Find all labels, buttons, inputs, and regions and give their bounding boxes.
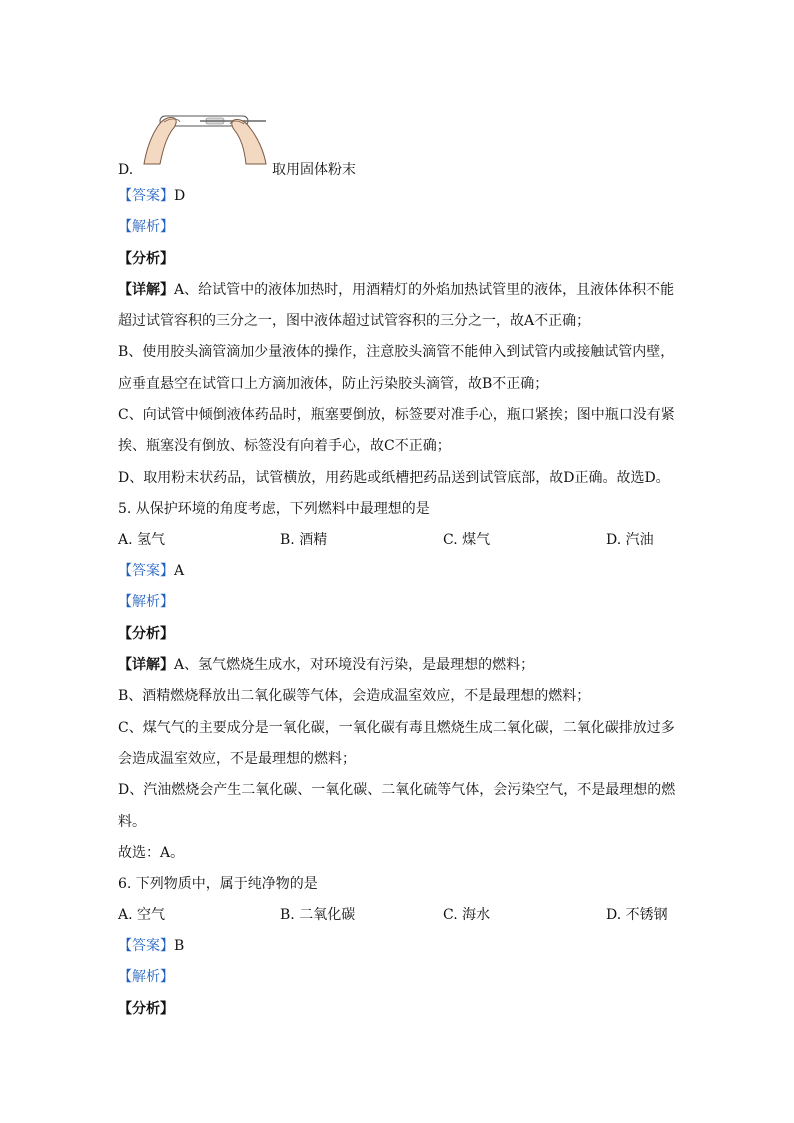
answer-value: A xyxy=(174,563,185,579)
explain-tag: 【解析】 xyxy=(118,969,174,985)
option-b: B. 酒精 xyxy=(280,532,328,548)
option-b: B. 二氧化碳 xyxy=(280,907,356,923)
option-d: D. 不锈钢 xyxy=(606,907,668,923)
detail-tag: 【详解】 xyxy=(118,657,174,673)
detail-line: 超过试管容积的三分之一，图中液体超过试管容积的三分之一，故A不正确； xyxy=(118,313,591,329)
option-d-letter: D. xyxy=(118,162,134,178)
question-stem: 5. 从保护环境的角度考虑，下列燃料中最理想的是 xyxy=(118,501,430,517)
analysis-tag: 【分析】 xyxy=(118,1001,174,1017)
detail-line: C、煤气气的主要成分是一氧化碳，一氧化碳有毒且燃烧生成二氧化碳，二氧化碳排放过多 xyxy=(118,720,675,736)
answer-tag: 【答案】 xyxy=(118,938,174,954)
detail-line: 挨、瓶塞没有倒放、标签没有向着手心，故C不正确； xyxy=(118,438,451,454)
analysis-tag: 【分析】 xyxy=(118,626,174,642)
answer-line xyxy=(118,561,184,581)
option-d-text: 取用固体粉末 xyxy=(272,162,356,178)
detail-line xyxy=(118,655,534,675)
option-a: A. 空气 xyxy=(118,907,166,923)
detail-line: B、使用胶头滴管滴加少量液体的操作，注意胶头滴管不能伸入到试管内或接触试管内壁， xyxy=(118,344,675,360)
explain-tag: 【解析】 xyxy=(118,594,174,610)
detail-tag: 【详解】 xyxy=(118,282,174,298)
option-c: C. 煤气 xyxy=(443,532,491,548)
detail-line xyxy=(118,280,674,300)
option-a: A. 氢气 xyxy=(118,532,166,548)
answer-line xyxy=(118,186,185,206)
answer-value: D xyxy=(174,188,186,204)
analysis-tag: 【分析】 xyxy=(118,251,174,267)
detail-line: 应垂直悬空在试管口上方滴加液体，防止污染胶头滴管，故B不正确； xyxy=(118,376,549,392)
detail-line: C、向试管中倾倒液体药品时，瓶塞要倒放，标签要对准手心，瓶口紧挨；图中瓶口没有紧 xyxy=(118,407,675,423)
option-c: C. 海水 xyxy=(443,907,491,923)
answer-value: B xyxy=(174,938,185,954)
detail-line: 会造成温室效应，不是最理想的燃料； xyxy=(118,751,356,767)
hands-holding-test-tube-illustration xyxy=(140,108,270,166)
option-d: D. 汽油 xyxy=(606,532,654,548)
explain-tag: 【解析】 xyxy=(118,219,174,235)
detail-line: B、酒精燃烧释放出二氧化碳等气体，会造成温室效应，不是最理想的燃料； xyxy=(118,688,591,704)
detail-line: D、取用粉末状药品，试管横放，用药匙或纸槽把药品送到试管底部，故D正确。故选D。 xyxy=(118,470,670,486)
conclusion-line: 故选：A。 xyxy=(118,845,185,861)
answer-tag: 【答案】 xyxy=(118,563,174,579)
answer-line xyxy=(118,936,184,956)
detail-text: A、氢气燃烧生成水，对环境没有污染，是最理想的燃料； xyxy=(174,657,535,673)
detail-line: 料。 xyxy=(118,814,146,830)
question-stem: 6. 下列物质中，属于纯净物的是 xyxy=(118,876,318,892)
answer-tag: 【答案】 xyxy=(118,188,174,204)
detail-line: D、汽油燃烧会产生二氧化碳、一氧化碳、二氧化硫等气体，会污染空气，不是最理想的燃 xyxy=(118,782,676,798)
detail-text: A、给试管中的液体加热时，用酒精灯的外焰加热试管里的液体，且液体体积不能 xyxy=(174,282,675,298)
